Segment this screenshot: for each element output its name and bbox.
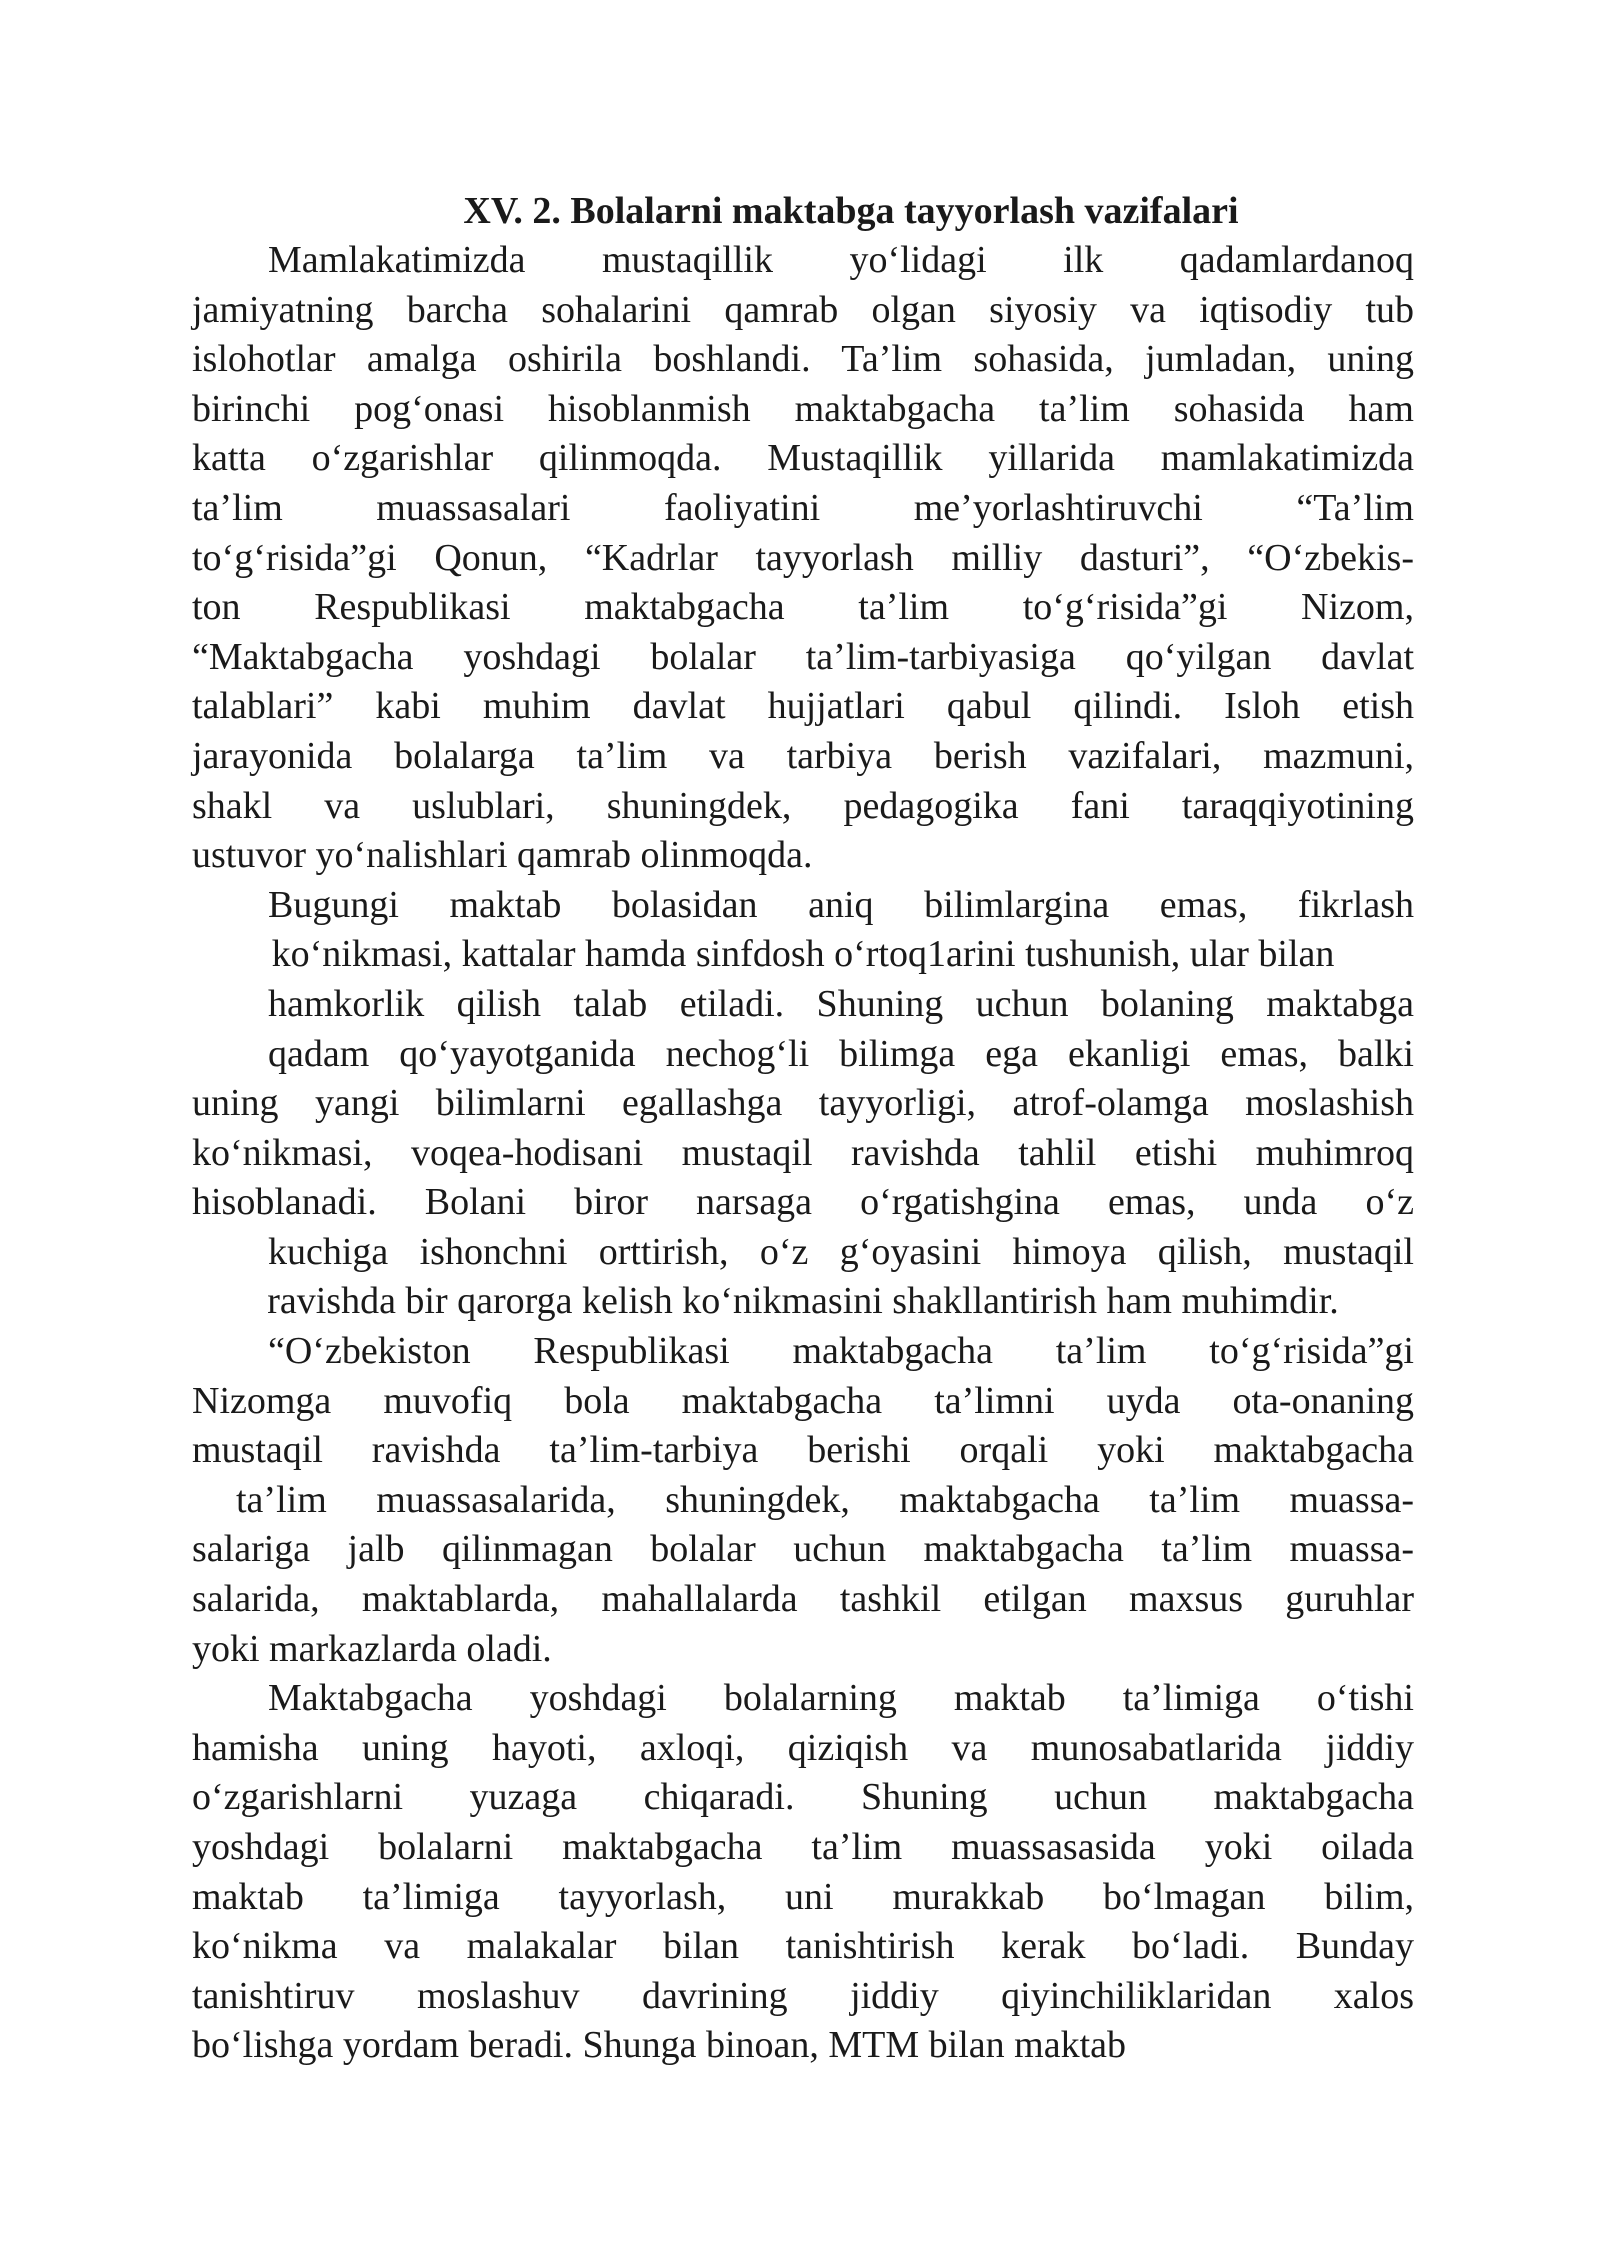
text-line: uning yangi bilimlarni egallashga tayyorligi, atrof-olamga moslashish [192, 1082, 1414, 1125]
text-line: ko‘nikmasi, kattalar hamda sinfdosh o‘rtoq1arini tushunish, ular bilan [271, 933, 1335, 976]
text-line: mustaqil ravishda ta’lim-tarbiya berishi orqali yoki maktabgacha [192, 1429, 1414, 1472]
text-line: “Maktabgacha yoshdagi bolalar ta’lim-tarbiyasiga qo‘yilgan davlat [192, 635, 1414, 678]
text-line: kuchiga ishonchni orttirish, o‘z g‘oyasini himoya qilish, mustaqil [268, 1230, 1414, 1273]
paragraph [192, 881, 1414, 1327]
text-line: qadam qo‘yayotganida nechog‘li bilimga ega ekanligi emas, balki [268, 1032, 1414, 1075]
text-line: tanishtiruv moslashuv davrining jiddiy qiyinchiliklaridan xalos [192, 1974, 1414, 2017]
document-body [192, 186, 1414, 2071]
text-line: Mamlakatimizda mustaqillik yo‘lidagi ilk qadamlardanoq [268, 239, 1414, 281]
text-line: shakl va uslublari, shuningdek, pedagogika fani taraqqiyotining [192, 784, 1414, 827]
text-line: hamisha uning hayoti, axloqi, qiziqish va munosabatlarida jiddiy [192, 1726, 1414, 1769]
text-line: ko‘nikma va malakalar bilan tanishtirish kerak bo‘ladi. Bunday [192, 1925, 1414, 1968]
section-title: XV. 2. Bolalarni maktabga tayyorlash vazifalari [463, 190, 1239, 232]
text-line: ta’lim muassasalarida, shuningdek, maktabgacha ta’lim muassa- [236, 1478, 1414, 1521]
text-line: katta o‘zgarishlar qilinmoqda. Mustaqillik yillarida mamlakatimizda [192, 437, 1414, 480]
paragraph [192, 1674, 1414, 2071]
text-line: ta’lim muassasalari faoliyatini me’yorlashtiruvchi “Ta’lim [192, 486, 1414, 529]
text-line: maktab ta’limiga tayyorlash, uni murakkab bo‘lmagan bilim, [192, 1875, 1414, 1918]
text-line: bo‘lishga yordam beradi. Shunga binoan, MTM bilan maktab [192, 2024, 1126, 2067]
text-line: islohotlar amalga oshirila boshlandi. Ta’lim sohasida, jumladan, uning [192, 338, 1414, 381]
text-line: ton Respublikasi maktabgacha ta’lim to‘g‘risida”gi Nizom, [192, 586, 1414, 629]
text-line: ko‘nikmasi, voqea-hodisani mustaqil ravishda tahlil etishi muhimroq [192, 1131, 1414, 1174]
text-line: o‘zgarishlarni yuzaga chiqaradi. Shuning uchun maktabgacha [192, 1776, 1414, 1819]
text-line: talablari” kabi muhim davlat hujjatlari qabul qilindi. Isloh etish [192, 685, 1414, 728]
text-line: “O‘zbekiston Respublikasi maktabgacha ta’lim to‘g‘risida”gi [268, 1330, 1414, 1373]
paragraph [192, 1327, 1414, 1674]
text-line: Maktabgacha yoshdagi bolalarning maktab ta’limiga o‘tishi [268, 1677, 1414, 1720]
text-line: salarida, maktablarda, mahallalarda tashkil etilgan maxsus guruhlar [192, 1578, 1414, 1621]
text-line: yoshdagi bolalarni maktabgacha ta’lim muassasasida yoki oilada [192, 1826, 1414, 1868]
text-line: Nizomga muvofiq bola maktabgacha ta’limni uyda ota-onaning [192, 1379, 1414, 1422]
paragraph-container [192, 236, 1414, 2071]
text-line: ustuvor yo‘nalishlari qamrab olinmoqda. [192, 834, 813, 877]
text-line: jarayonida bolalarga ta’lim va tarbiya berish vazifalari, mazmuni, [192, 734, 1414, 777]
text-line: to‘g‘risida”gi Qonun, “Kadrlar tayyorlash milliy dasturi”, “O‘zbekis- [192, 536, 1414, 579]
text-line: hisoblanadi. Bolani biror narsaga o‘rgatishgina emas, unda o‘z [192, 1181, 1414, 1224]
text-line: hamkorlik qilish talab etiladi. Shuning uchun bolaning maktabga [268, 982, 1414, 1025]
paragraph [192, 236, 1414, 881]
text-line: birinchi pog‘onasi hisoblanmish maktabgacha ta’lim sohasida ham [192, 387, 1414, 430]
text-line: salariga jalb qilinmagan bolalar uchun maktabgacha ta’lim muassa- [192, 1528, 1414, 1571]
text-line: ravishda bir qarorga kelish ko‘nikmasini shakllantirish ham muhimdir. [267, 1280, 1339, 1323]
text-line: yoki markazlarda oladi. [192, 1627, 552, 1670]
text-line: Bugungi maktab bolasidan aniq bilimlargina emas, fikrlash [268, 883, 1414, 926]
text-line: jamiyatning barcha sohalarini qamrab olgan siyosiy va iqtisodiy tub [192, 288, 1414, 331]
